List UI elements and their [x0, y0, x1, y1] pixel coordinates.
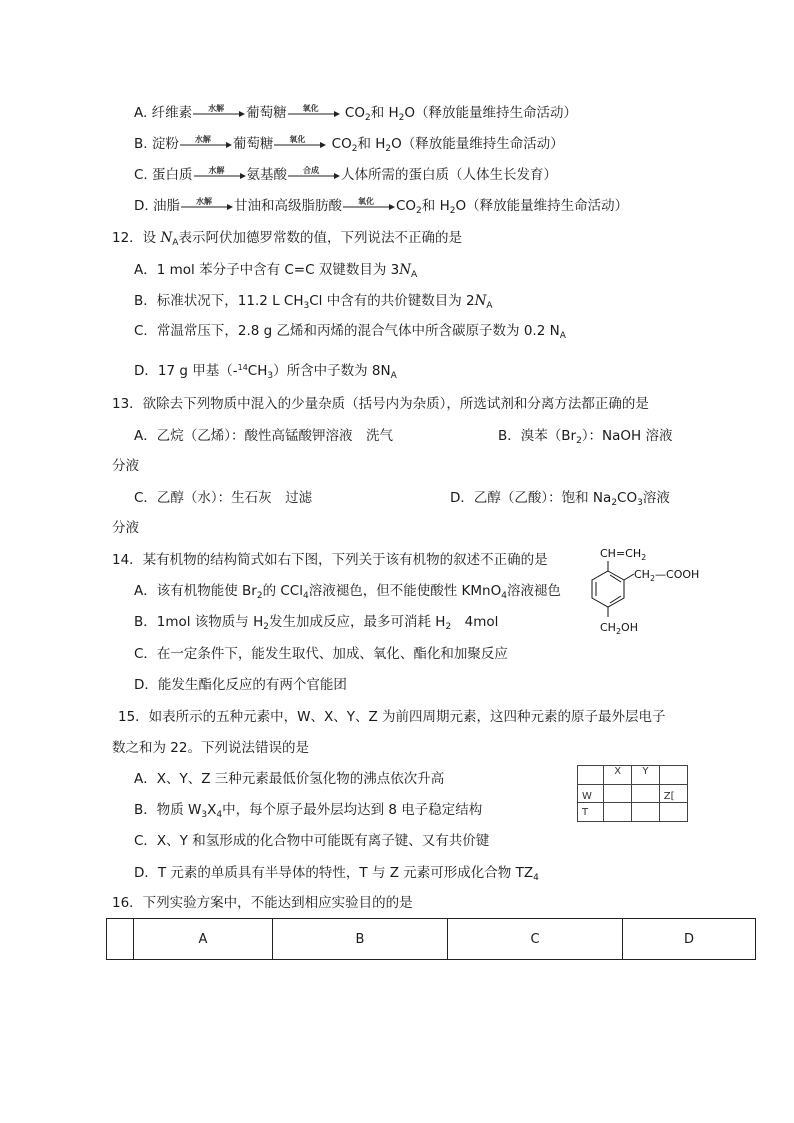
q15-stem-line-2: 数之和为 22。下列说法错误的是 [112, 740, 309, 756]
q12-stem: 12．设 $N_A$表示阿伏加德罗常数的值，下列说法不正确的是 [112, 230, 462, 248]
q16-header-a: A [134, 919, 273, 960]
q11-option-c: C. 蛋白质 水解 氨基酸 合成 人体所需的蛋白质（人体生长发育） [134, 166, 558, 183]
q11-option-d: D. 油脂 水解 甘油和高级脂肪酸 氧化 $CO_2$和 $H_2O$（释放能量维持生命活动） [134, 197, 629, 216]
q13-option-d: D．乙醇（乙酸）：饱和 $Na_2CO_3$溶液 [450, 490, 670, 508]
reaction-arrow-icon: 氧化 [288, 106, 340, 120]
struct-vinyl-label: $CH=CH_2$ [600, 547, 647, 562]
q13-wrap-2: 分液 [112, 520, 139, 536]
q12-option-b: B．标准状况下，11.2 L $CH_3Cl$ 中含有的共价键数目为 $2N_A$ [134, 293, 493, 311]
q14-option-b: B．1mol 该物质与 $H_2$发生加成反应，最多可消耗 $H_2$ 4mol [134, 614, 499, 632]
reaction-arrow-icon: 氧化 [343, 199, 395, 213]
q16-header-b: B [273, 919, 448, 960]
reaction-arrow-icon: 水解 [181, 199, 233, 213]
q13-option-a: A．乙烷（乙烯）：酸性高锰酸钾溶液 洗气 [134, 428, 393, 444]
q13-option-c: C．乙醇（水）：生石灰 过滤 [134, 490, 313, 506]
q15-option-c: C．X、Y 和氢形成的化合物中可能既有离子键、又有共价键 [134, 833, 490, 849]
reaction-arrow-icon: 水解 [180, 137, 232, 151]
q13-wrap-1: 分液 [112, 458, 139, 474]
element-t: T [582, 807, 589, 818]
reaction-arrow-icon: 水解 [193, 106, 245, 120]
q12-option-c: C．常温常压下，2.8 g 乙烯和丙烯的混合气体中所含碳原子数为 0.2 $N_A$ [134, 323, 566, 341]
periodic-table-fragment [577, 765, 688, 822]
struct-hydroxymethyl-label: $CH_2OH$ [600, 621, 638, 636]
q15-option-a: A．X、Y、Z 三种元素最低价氢化物的沸点依次升高 [134, 771, 445, 787]
element-y: Y [642, 766, 649, 777]
q11-option-b: B. 淀粉 水解 葡萄糖 氧化 $CO_2$和 $H_2O$（释放能量维持生命活动） [134, 135, 564, 154]
q11-option-a: A. 纤维素 水解 葡萄糖 氧化 $CO_2$和 $H_2O$（释放能量维持生命活动） [134, 104, 578, 123]
q12-option-d: D．17 g 甲基$(-^{14}CH_3)$所含中子数为 $8N_A$ [134, 363, 397, 381]
q14-option-a: A．该有机物能使 $Br_2$的 CCl$_4$溶液褪色，但不能使酸性 KMnO$_4$溶液褪色 [134, 583, 561, 601]
struct-side-chain-label: $CH_2—COOH$ [634, 568, 700, 583]
q14-option-d: D．能发生酯化反应的有两个官能团 [134, 677, 347, 693]
reaction-arrow-icon: 氧化 [274, 137, 326, 151]
element-w: W [582, 791, 592, 802]
q13-stem: 13．欲除去下列物质中混入的少量杂质（括号内为杂质），所选试剂和分离方法都正确的是 [112, 396, 649, 412]
q15-stem-line-1: 15．如表所示的五种元素中，W、X、Y、Z 为前四周期元素，这四种元素的原子最外层电子 [118, 709, 666, 725]
q12-option-a: A．1 mol 苯分子中含有 C=C 双键数目为 $3N_A$ [134, 262, 418, 280]
q14-option-c: C．在一定条件下，能发生取代、加成、氧化、酯化和加聚反应 [134, 646, 508, 662]
q15-option-d: D．T 元素的单质具有半导体的特性，T 与 Z 元素可形成化合物 $TZ_4$ [134, 865, 539, 883]
q15-option-b: B．物质 $W_3X_4$中，每个原子最外层均达到 8 电子稳定结构 [134, 802, 483, 820]
reaction-arrow-icon: 水解 [194, 168, 246, 182]
q14-stem: 14．某有机物的结构简式如右下图，下列关于该有机物的叙述不正确的是 [112, 552, 548, 568]
q16-stem: 16．下列实验方案中，不能达到相应实验目的的是 [112, 895, 413, 911]
element-x: X [614, 766, 622, 777]
q16-answer-table [106, 918, 756, 960]
q16-header-c: C [448, 919, 623, 960]
reaction-arrow-icon: 合成 [288, 168, 340, 182]
element-z: Z[ [663, 791, 675, 802]
structural-formula [588, 545, 718, 645]
q16-header-d: D [623, 919, 756, 960]
q13-option-b: B．溴苯$(Br_2)$：NaOH 溶液 [498, 428, 673, 446]
